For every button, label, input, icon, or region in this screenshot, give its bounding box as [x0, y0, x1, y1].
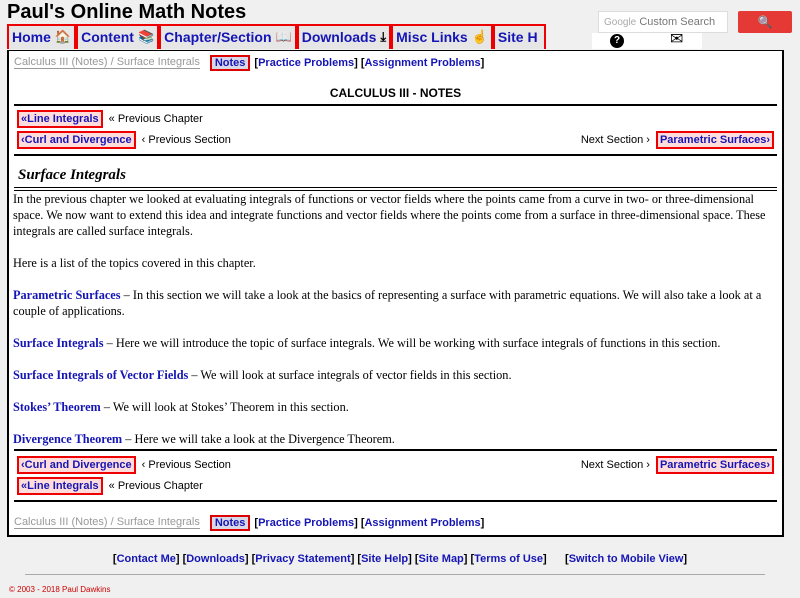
- search-button[interactable]: [738, 11, 792, 33]
- breadcrumb[interactable]: Calculus III (Notes) / Surface Integrals: [14, 56, 200, 68]
- nav-label: Site H: [497, 29, 538, 45]
- book-icon: 📖: [275, 29, 292, 44]
- section-nav-row: [17, 131, 774, 149]
- nav-misc-links[interactable]: [391, 24, 493, 49]
- prev-section-button[interactable]: ‹Curl and Divergence: [17, 456, 136, 474]
- tab-bar: Notes [Practice Problems] [Assignment Problems]: [210, 57, 484, 69]
- nav-chapter-section[interactable]: [159, 24, 297, 49]
- search-placeholder: Custom Search: [639, 16, 716, 28]
- section-title: Surface Integrals: [18, 167, 126, 183]
- copyright: © 2003 - 2018 Paul Dawkins: [9, 585, 111, 594]
- nav-label: Home: [12, 29, 51, 45]
- prev-section-label: ‹ Previous Section: [141, 134, 231, 146]
- mail-icon[interactable]: ✉: [670, 31, 684, 48]
- nav-label: Misc Links: [396, 29, 468, 45]
- topic-link[interactable]: Surface Integrals of Vector Fields: [13, 368, 189, 382]
- icon-bar: [592, 33, 702, 49]
- footer-privacy[interactable]: Privacy Statement: [255, 553, 351, 565]
- prev-chapter-button[interactable]: «Line Integrals: [17, 110, 103, 128]
- nav-downloads[interactable]: [297, 24, 391, 49]
- search-input[interactable]: [598, 11, 728, 33]
- breadcrumb[interactable]: Calculus III (Notes) / Surface Integrals: [14, 516, 200, 528]
- footer-terms[interactable]: Terms of Use: [474, 553, 544, 565]
- nav-label: Content: [81, 29, 134, 45]
- next-section-label: Next Section ›: [580, 459, 650, 471]
- tab-notes[interactable]: Notes: [210, 515, 251, 531]
- chapter-nav-row: [17, 477, 774, 495]
- footer-contact[interactable]: Contact Me: [116, 553, 176, 565]
- topic-link[interactable]: Parametric Surfaces: [13, 288, 121, 302]
- topic-item: [13, 399, 776, 415]
- site-title[interactable]: Paul's Online Math Notes: [7, 1, 247, 23]
- top-bar: [14, 56, 777, 69]
- bottom-bar: [14, 516, 777, 529]
- nav-label: Chapter/Section: [164, 29, 272, 45]
- home-icon: 🏠: [54, 29, 72, 44]
- footer-divider: [25, 574, 765, 575]
- tab-assignment[interactable]: Assignment Problems: [364, 516, 481, 529]
- search-icon: 🔍: [757, 15, 773, 29]
- next-section-button[interactable]: Parametric Surfaces›: [656, 131, 774, 149]
- nav-label: Downloads: [301, 29, 377, 45]
- tab-notes[interactable]: Notes: [210, 55, 251, 71]
- divider: [14, 449, 777, 451]
- tab-assignment[interactable]: Assignment Problems: [364, 56, 481, 69]
- download-icon: ⤓: [380, 29, 387, 44]
- nav-home[interactable]: [7, 24, 76, 49]
- tab-practice[interactable]: Practice Problems: [258, 516, 355, 529]
- article-body: [13, 191, 776, 463]
- topic-link[interactable]: Stokes’ Theorem: [13, 400, 101, 414]
- intro-paragraph: In the previous chapter we looked at evaluating integrals of functions or vector fields where the points came from a curve in two- or three-dimensional space. We now want to extend this idea and integrate functions and vector fields where the points come from a surface in three-dimensional space. These integrals are called surface integrals.: [13, 192, 766, 238]
- content-panel: [7, 50, 784, 537]
- help-icon[interactable]: ?: [610, 34, 624, 48]
- topic-link[interactable]: Divergence Theorem: [13, 432, 123, 446]
- topic-item: [13, 287, 776, 319]
- topic-desc: – Here we will take a look at the Divergence Theorem.: [122, 432, 395, 446]
- nav-site-help[interactable]: [493, 24, 546, 49]
- page-title: CALCULUS III - NOTES: [329, 86, 462, 100]
- topic-link[interactable]: Surface Integrals: [13, 336, 104, 350]
- divider: [14, 104, 777, 106]
- footer-site-help[interactable]: Site Help: [361, 553, 409, 565]
- footer-links: [Contact Me] [Downloads] [Privacy Statement] [Site Help] [Site Map] [Terms of Use] [Switch to Mobile View]: [112, 553, 688, 565]
- mobile-view-link[interactable]: Switch to Mobile View: [568, 553, 684, 565]
- next-section-button[interactable]: Parametric Surfaces›: [656, 456, 774, 474]
- topic-desc: – We will look at surface integrals of vector fields in this section.: [188, 368, 512, 382]
- divider: [14, 154, 777, 156]
- chapter-nav-row: [17, 110, 774, 128]
- main-nav: [7, 24, 546, 49]
- prev-section-label: ‹ Previous Section: [141, 459, 231, 471]
- topic-item: [13, 431, 776, 447]
- section-nav-row: [17, 456, 774, 474]
- topic-desc: – We will look at Stokes’ Theorem in this section.: [100, 400, 349, 414]
- google-brand: Google: [604, 17, 637, 28]
- next-section-label: Next Section ›: [580, 134, 650, 146]
- prev-chapter-label: « Previous Chapter: [108, 113, 203, 125]
- topic-desc: – Here we will introduce the topic of surface integrals. We will be working with surface integrals of functions in this section.: [103, 336, 721, 350]
- topic-item: [13, 335, 776, 351]
- nav-content[interactable]: [76, 24, 159, 49]
- list-intro: Here is a list of the topics covered in this chapter.: [13, 256, 256, 270]
- topic-desc: – In this section we will take a look at the basics of representing a surface with parametric equations. We will also take a look at a couple of applications.: [13, 288, 762, 318]
- pointer-icon: ☝: [471, 29, 488, 44]
- tab-practice[interactable]: Practice Problems: [258, 56, 355, 69]
- footer-downloads[interactable]: Downloads: [186, 553, 245, 565]
- tab-bar: Notes [Practice Problems] [Assignment Problems]: [210, 517, 484, 529]
- books-icon: 📚: [137, 29, 155, 44]
- divider: [14, 500, 777, 502]
- topic-item: [13, 367, 776, 383]
- prev-chapter-button[interactable]: «Line Integrals: [17, 477, 103, 495]
- prev-chapter-label: « Previous Chapter: [108, 480, 203, 492]
- footer-site-map[interactable]: Site Map: [418, 553, 464, 565]
- prev-section-button[interactable]: ‹Curl and Divergence: [17, 131, 136, 149]
